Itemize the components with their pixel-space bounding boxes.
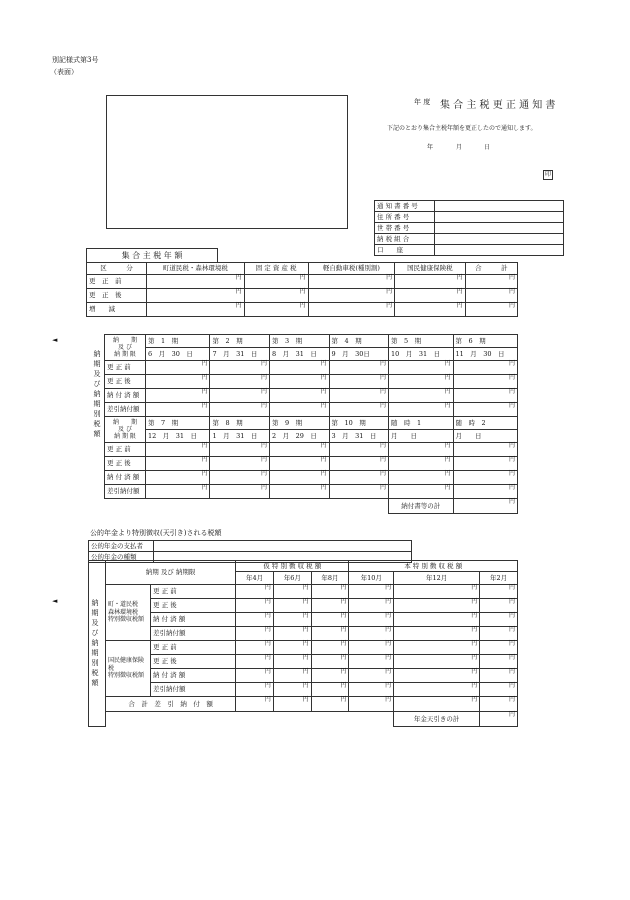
month-header: 年4月 [236, 572, 274, 585]
amount-cell: 円 [244, 303, 308, 317]
period-date: 12 月 31 日 [146, 430, 210, 443]
amount-cell: 円 [269, 403, 329, 417]
amount-cell: 円 [146, 457, 210, 471]
amount-cell: 円 [147, 303, 245, 317]
amount-cell: 円 [273, 613, 311, 627]
spacer-cell [106, 712, 394, 727]
amount-cell: 円 [453, 361, 518, 375]
document-title: 集 合 主 税 更 正 通 知 書 [440, 100, 556, 111]
amount-cell: 円 [210, 361, 270, 375]
period-date: 11 月 30 日 [453, 348, 518, 361]
amount-cell: 円 [465, 303, 517, 317]
pension-side-text: 納期及び納期別税額 [91, 598, 99, 689]
amount-cell: 円 [311, 683, 349, 697]
corner-bottom: 納 期 限 [114, 433, 136, 441]
annual-table [86, 262, 518, 317]
group-label: 町・道民税 森林環境税 特別徴収税額 [106, 585, 151, 641]
notice-text: 下記のとおり集合主税年額を更正したので通知します。 [387, 125, 537, 132]
row-label: 更 正 前 [151, 585, 236, 599]
row-label: 更 正 後 [151, 599, 236, 613]
row-label: 更 正 前 [105, 361, 146, 375]
amount-cell: 円 [311, 599, 349, 613]
col-header: 固 定 資 産 税 [244, 263, 308, 275]
amount-cell: 円 [389, 375, 453, 389]
period-date: 7 月 31 日 [210, 348, 270, 361]
amount-cell: 円 [389, 471, 453, 485]
amount-cell: 円 [311, 627, 349, 641]
row-label: 増 減 [87, 303, 147, 317]
amount-cell: 円 [147, 289, 245, 303]
amount-cell: 円 [146, 389, 210, 403]
amount-cell: 円 [311, 613, 349, 627]
amount-cell: 円 [349, 613, 394, 627]
row-label: 差引納付額 [105, 485, 146, 499]
info-value [435, 234, 564, 245]
amount-cell: 円 [349, 683, 394, 697]
amount-cell: 円 [308, 275, 395, 289]
form-number: 別記様式第3号 [52, 56, 99, 64]
amount-cell: 円 [146, 403, 210, 417]
amount-cell: 円 [308, 289, 395, 303]
payer-value [154, 541, 412, 552]
amount-cell: 円 [311, 585, 349, 599]
period-name: 第 2 期 [210, 335, 270, 348]
amount-cell: 円 [394, 599, 480, 613]
date-month: 月 [456, 144, 463, 151]
pension-heading: 公的年金より特別徴収(天引き)される税額 [90, 529, 222, 537]
month-header: 年2月 [480, 572, 518, 585]
amount-cell: 円 [269, 443, 329, 457]
amount-cell: 円 [236, 669, 274, 683]
period-name: 第 8 期 [210, 417, 270, 430]
month-header: 年10月 [349, 572, 394, 585]
group-label: 国民健康保険税 特別徴収税額 [106, 641, 151, 697]
amount-cell: 円 [311, 697, 349, 712]
period-name: 第 10 期 [329, 417, 389, 430]
amount-cell: 円 [480, 599, 518, 613]
period-name: 第 5 期 [389, 335, 453, 348]
amount-cell: 円 [394, 641, 480, 655]
amount-cell: 円 [389, 457, 453, 471]
amount-cell: 円 [329, 403, 389, 417]
amount-cell: 円 [329, 457, 389, 471]
amount-cell: 円 [210, 375, 270, 389]
col-header: 区 分 [87, 263, 147, 275]
amount-cell: 円 [210, 457, 270, 471]
amount-cell: 円 [236, 655, 274, 669]
period-name: 第 1 期 [146, 335, 210, 348]
installment-side-label: 納期及び納期別税額 [93, 350, 101, 440]
row-label: 納 付 済 額 [151, 669, 236, 683]
installment-table [104, 334, 518, 514]
amount-cell: 円 [329, 375, 389, 389]
amount-cell: 円 [349, 669, 394, 683]
period-date: 6 月 30 日 [146, 348, 210, 361]
amount-cell: 円 [146, 361, 210, 375]
amount-cell: 円 [236, 585, 274, 599]
amount-cell: 円 [349, 585, 394, 599]
amount-cell: 円 [389, 443, 453, 457]
period-name: 第 6 期 [453, 335, 518, 348]
period-date: 2 月 29 日 [269, 430, 329, 443]
row-label: 差引納付額 [151, 627, 236, 641]
amount-cell: 円 [394, 655, 480, 669]
row-label: 更 正 後 [87, 289, 147, 303]
amount-cell: 円 [349, 697, 394, 712]
period-date: 3 月 31 日 [329, 430, 389, 443]
period-date: 8 月 31 日 [269, 348, 329, 361]
amount-cell: 円 [273, 599, 311, 613]
period-date: 月 日 [389, 430, 453, 443]
amount-cell: 円 [269, 471, 329, 485]
amount-cell: 円 [395, 275, 465, 289]
row-label: 差引納付額 [105, 403, 146, 417]
amount-cell: 円 [453, 457, 518, 471]
amount-cell: 円 [480, 641, 518, 655]
amount-cell: 円 [244, 275, 308, 289]
amount-cell: 円 [273, 697, 311, 712]
amount-cell: 円 [210, 389, 270, 403]
amount-cell: 円 [394, 627, 480, 641]
amount-cell: 円 [329, 443, 389, 457]
amount-cell: 円 [236, 683, 274, 697]
info-value [435, 223, 564, 234]
amount-cell: 円 [480, 683, 518, 697]
amount-cell: 円 [453, 485, 518, 499]
row-label: 納 付 済 額 [105, 389, 146, 403]
total-amount: 円 [453, 499, 518, 514]
col-header: 国民健康保険税 [395, 263, 465, 275]
amount-cell: 円 [236, 599, 274, 613]
payer-label: 公的年金の支払者 [89, 541, 154, 552]
corner-cell [105, 417, 146, 443]
info-label: 住 所 番 号 [375, 212, 435, 223]
amount-cell: 円 [394, 697, 480, 712]
corner-top: 納 期 [112, 418, 137, 426]
amount-cell: 円 [210, 443, 270, 457]
period-name: 第 9 期 [269, 417, 329, 430]
corner-cell: 納期 及び 納期限 [106, 561, 236, 585]
amount-cell: 円 [269, 485, 329, 499]
amount-cell: 円 [453, 471, 518, 485]
amount-cell: 円 [273, 655, 311, 669]
amount-cell: 円 [269, 361, 329, 375]
amount-cell: 円 [453, 443, 518, 457]
amount-cell: 円 [311, 655, 349, 669]
amount-cell: 円 [329, 485, 389, 499]
amount-cell: 円 [389, 361, 453, 375]
amount-cell: 円 [329, 471, 389, 485]
amount-cell: 円 [236, 697, 274, 712]
amount-cell: 円 [146, 471, 210, 485]
row-label: 納 付 済 額 [105, 471, 146, 485]
amount-cell: 円 [349, 641, 394, 655]
provisional-heading: 仮 特 別 徴 収 税 額 [236, 561, 349, 572]
corner-mid: 及 び [118, 343, 132, 351]
amount-cell: 円 [311, 641, 349, 655]
info-value [435, 201, 564, 212]
row-label: 差引納付額 [151, 683, 236, 697]
period-date: 月 日 [453, 430, 518, 443]
amount-cell: 円 [480, 669, 518, 683]
period-date: 9 月 30日 [329, 348, 389, 361]
amount-cell: 円 [273, 683, 311, 697]
seal-mark: 印 [545, 171, 552, 178]
total-label: 納付書等の計 [389, 499, 453, 514]
amount-cell: 円 [465, 289, 517, 303]
amount-cell: 円 [146, 485, 210, 499]
amount-cell: 円 [146, 375, 210, 389]
amount-cell: 円 [394, 683, 480, 697]
amount-cell: 円 [395, 303, 465, 317]
period-name: 第 7 期 [146, 417, 210, 430]
amount-cell: 円 [269, 389, 329, 403]
pension-side-label [89, 561, 106, 727]
spacer-cell [105, 499, 389, 514]
amount-cell: 円 [394, 585, 480, 599]
marker-arrow: ◄ [52, 336, 58, 344]
row-label: 更 正 前 [105, 443, 146, 457]
period-name: 第 3 期 [269, 335, 329, 348]
year-label: 年 度 [414, 98, 431, 106]
amount-cell: 円 [210, 485, 270, 499]
col-header: 合 計 [465, 263, 517, 275]
amount-cell: 円 [480, 613, 518, 627]
date-year: 年 [427, 144, 434, 151]
total-amount: 円 [480, 712, 518, 727]
amount-cell: 円 [273, 641, 311, 655]
amount-cell: 円 [349, 599, 394, 613]
amount-cell: 円 [349, 627, 394, 641]
period-date: 1 月 31 日 [210, 430, 270, 443]
pension-table [88, 560, 518, 727]
amount-cell: 円 [311, 669, 349, 683]
amount-cell: 円 [349, 655, 394, 669]
amount-cell: 円 [480, 627, 518, 641]
info-label: 口 座 [375, 245, 435, 256]
period-date: 10 月 31 日 [389, 348, 453, 361]
amount-cell: 円 [236, 627, 274, 641]
info-value [435, 212, 564, 223]
info-value [435, 245, 564, 256]
amount-cell: 円 [480, 697, 518, 712]
form-side: （表面） [50, 68, 78, 76]
col-header: 町道民税・森林環境税 [147, 263, 245, 275]
corner-mid: 及 び [118, 425, 132, 433]
month-header: 年12月 [394, 572, 480, 585]
amount-cell: 円 [273, 585, 311, 599]
total-row-label: 合 計 差 引 納 付 額 [106, 697, 236, 712]
info-label: 通 知 書 番 号 [375, 201, 435, 212]
amount-cell: 円 [308, 303, 395, 317]
amount-cell: 円 [394, 613, 480, 627]
amount-cell: 円 [210, 403, 270, 417]
corner-top: 納 期 [112, 336, 137, 344]
annual-heading: 集 合 主 税 年 額 [86, 248, 218, 262]
amount-cell: 円 [273, 669, 311, 683]
amount-cell: 円 [389, 403, 453, 417]
address-window [106, 95, 348, 229]
month-header: 年8月 [311, 572, 349, 585]
amount-cell: 円 [389, 389, 453, 403]
amount-cell: 円 [480, 655, 518, 669]
amount-cell: 円 [453, 403, 518, 417]
amount-cell: 円 [329, 361, 389, 375]
amount-cell: 円 [236, 641, 274, 655]
period-name: 随 時 2 [453, 417, 518, 430]
amount-cell: 円 [269, 457, 329, 471]
row-label: 更 正 後 [151, 655, 236, 669]
amount-cell: 円 [480, 585, 518, 599]
amount-cell: 円 [395, 289, 465, 303]
amount-cell: 円 [389, 485, 453, 499]
amount-cell: 円 [236, 613, 274, 627]
corner-bottom: 納 期 限 [114, 351, 136, 359]
info-table [374, 200, 564, 256]
month-header: 年6月 [273, 572, 311, 585]
info-label: 世 帯 番 号 [375, 223, 435, 234]
marker-arrow: ◄ [52, 597, 58, 605]
row-label: 更 正 後 [105, 375, 146, 389]
row-label: 納 付 済 額 [151, 613, 236, 627]
period-name: 第 4 期 [329, 335, 389, 348]
amount-cell: 円 [210, 471, 270, 485]
amount-cell: 円 [269, 375, 329, 389]
info-label: 納 税 組 合 [375, 234, 435, 245]
date-day: 日 [484, 144, 491, 151]
amount-cell: 円 [146, 443, 210, 457]
amount-cell: 円 [453, 375, 518, 389]
col-header: 軽自動車税(種別割) [308, 263, 395, 275]
period-name: 随 時 1 [389, 417, 453, 430]
amount-cell: 円 [329, 389, 389, 403]
amount-cell: 円 [273, 627, 311, 641]
amount-cell: 円 [465, 275, 517, 289]
amount-cell: 円 [147, 275, 245, 289]
amount-cell: 円 [244, 289, 308, 303]
row-label: 更 正 前 [151, 641, 236, 655]
total-label: 年金天引きの計 [394, 712, 480, 727]
row-label: 更 正 前 [87, 275, 147, 289]
main-heading: 本 特 別 徴 収 税 額 [349, 561, 518, 572]
corner-cell [105, 335, 146, 361]
amount-cell: 円 [453, 389, 518, 403]
amount-cell: 円 [394, 669, 480, 683]
row-label: 更 正 後 [105, 457, 146, 471]
type-label: 公的年金の種類 [89, 552, 154, 563]
